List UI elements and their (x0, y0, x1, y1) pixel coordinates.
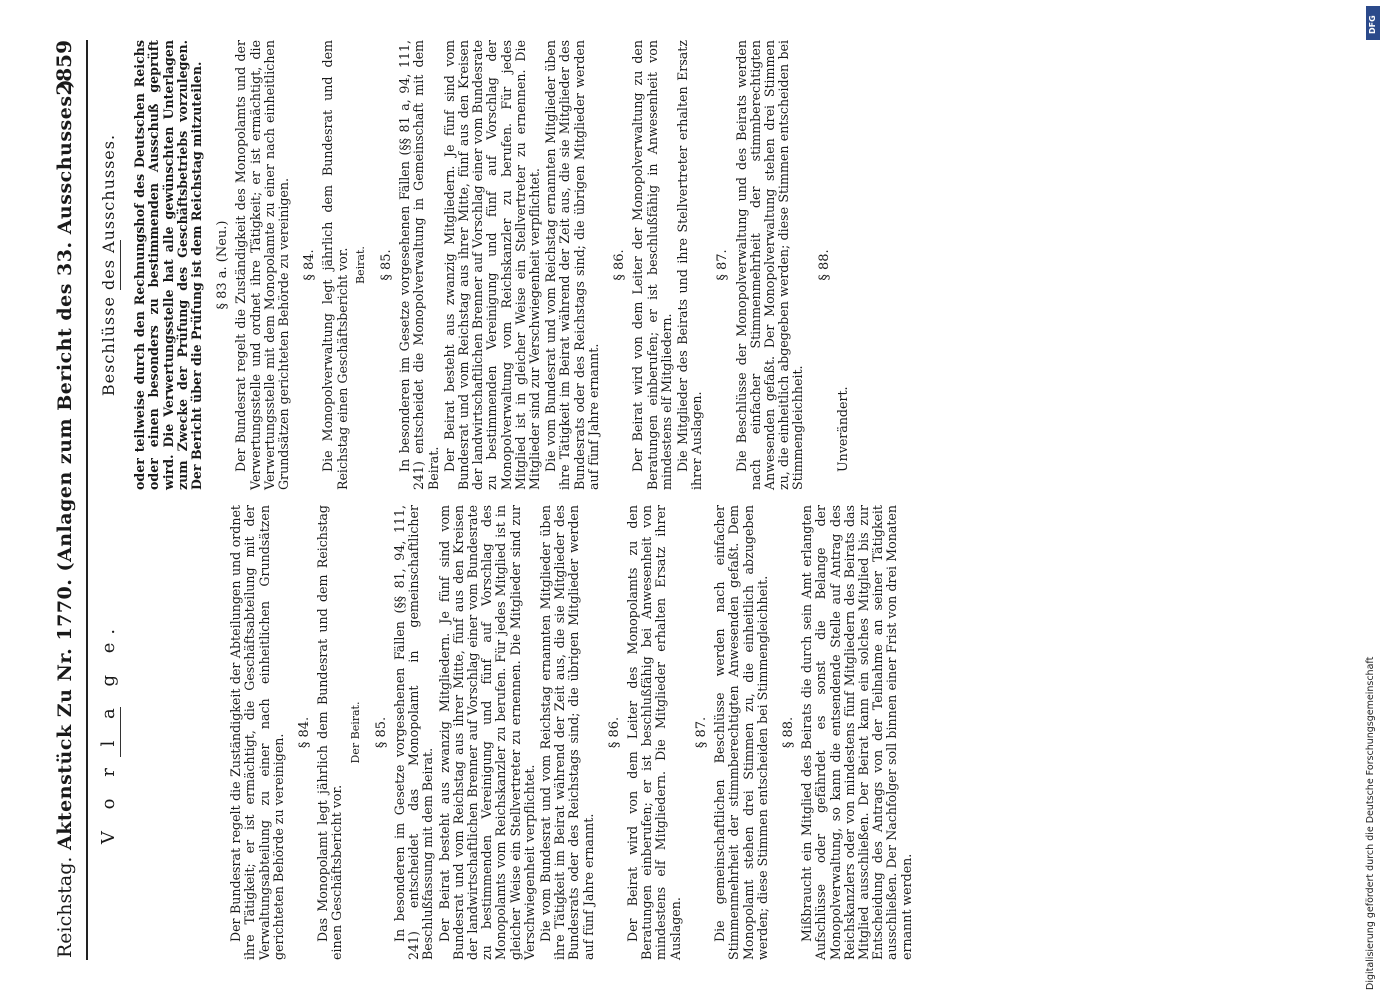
right-para-86a: Der Beirat wird von dem Leiter der Monopolverwaltung zu den Beratungen einberufen; er ist beschlußfähig in Anwesenheit von mindestens elf Mitgliedern. (630, 40, 674, 490)
right-section-88: § 88. (816, 249, 832, 281)
page-number: 2859 (52, 40, 76, 96)
right-para-continuation: oder teilweise durch den Rechnungshof des Deutschen Reichs oder einen besonders zu bestimmenden Ausschuß geprüft wird. Die Verwertungsstelle hat alle gewünschten Unterlagen zum Zwecke der Prüfung des Geschäftsbetriebs vorzulegen. Der Bericht über die Prüfung ist dem Reichstag mitzuteilen. (132, 40, 205, 490)
left-para-87: Die gemeinschaftlichen Beschlüsse werden nach einfacher Stimmenmehrheit der stimmberechtigten Anwesenden gefaßt. Dem Monopolamt stehen drei Stimmen zu, die einheitlich abzugeben werden; diese Stimmen entscheiden bei Stimmengleichheit. (712, 505, 770, 960)
left-column-vorlage (94, 505, 916, 960)
left-para-83: Der Bundesrat regelt die Zuständigkeit der Abteilungen und ordnet ihre Tätigkeit; er ist ermächtigt, die Geschäftsabteilung mit der Verwaltungsabteilung zu einer nach einheitlichen Grundsätzen gerichteten Behörde zu vereinigen. (228, 505, 286, 960)
right-para-83a: Der Bundesrat regelt die Zuständigkeit des Monopolamts und der Verwertungsstelle und ordnet ihre Tätigkeit; er ist ermächtigt, die Verwertungsstelle mit dem Monopolamte zu einer nach einheitlichen Grundsätzen gerichteten Behörde zu vereinigen. (233, 40, 292, 490)
digitization-note: Digitalisierung gefördert durch die Deutsche Forschungsgemeinschaft (1365, 656, 1376, 990)
digitization-sidebar (1363, 0, 1383, 1000)
title-divider (120, 708, 121, 758)
right-para-85c: Die vom Bundesrat und vom Reichstag ernannten Mitglieder üben ihre Tätigkeit im Beirat während der Zeit aus, die sie Mitglieder des Bundesrats oder des Reichstags sind; die übrigen Mitglieder werden auf fünf Jahre ernannt. (543, 40, 601, 490)
header-left: Reichstag. (54, 856, 76, 958)
header-rule (86, 40, 88, 960)
title-divider (120, 240, 121, 290)
right-para-86b: Die Mitglieder des Beirats und ihre Stellvertreter erhalten Ersatz ihrer Auslagen. (674, 40, 705, 490)
left-section-84: § 84. (297, 716, 313, 749)
right-para-87: Die Beschlüsse der Monopolverwaltung und des Beirats werden nach einfacher Stimmenmehrheit der stimmberechtigten Anwesenden gefaßt. Der Monopolverwaltung stehen drei Stimmen zu, die einheitlich abgegeben werden; diese Stimmen entscheiden bei Stimmengleichheit. (733, 40, 806, 490)
left-beirat-heading: Der Beirat. (348, 701, 362, 764)
right-section-83a: § 83 a. (Neu.) (215, 220, 231, 310)
right-para-85a: In besonderen im Gesetze vorgesehenen Fällen (§§ 81 a, 94, 111, 241) entscheidet die Monopolverwaltung in Gemeinschaft mit dem Beirat. (397, 40, 441, 490)
left-para-88: Mißbraucht ein Mitglied des Beirats die durch sein Amt erlangten Aufschlüsse oder gefährdet es sonst die Belange der Monopolverwaltung, so kann die entsendende Stelle auf Antrag des Reichskanzlers oder von mindestens fünf Mitgliedern des Beirats das Mitglied ausschließen. Der Beirat kann ein solches Mitglied bis zur Entscheidung des Antrags von der Teilnahme an seiner Tätigkeit ausschließen. Der Nachfolger soll binnen einer Frist von drei Monaten ernannt werden. (799, 505, 914, 960)
right-para-85b: Der Beirat besteht aus zwanzig Mitgliedern. Je fünf sind vom Bundesrat und vom Reichstag aus ihrer Mitte, fünf aus den Kreisen der landwirtschaftlichen Brenner auf Vorschlag einer vom Bundesrate zu bestimmenden Vereinigung und fünf auf Vorschlag der Monopolverwaltung vom Reichskanzler zu berufen. Für jedes Mitglied ist in gleicher Weise ein Stellvertreter zu ernennen. Die Mitglieder sind zur Verschwiegenheit verpflichtet. (441, 40, 543, 490)
left-para-85b: Der Beirat besteht aus zwanzig Mitgliedern. Je fünf sind vom Bundesrat und vom Reichstag aus ihrer Mitte, fünf aus den Kreisen der landwirtschaftlichen Brenner auf Vorschlag einer vom Bundesrate zu bestimmenden Vereinigung und fünf auf Vorschlag des Monopolamts vom Reichskanzler zu berufen. Für jedes Mitglied ist in gleicher Weise ein Stellvertreter zu ernennen. Die Mitglieder sind zur Verschwiegenheit verpflichtet. (436, 505, 537, 960)
rotated-document-page (50, 40, 1320, 960)
right-section-84: § 84. (302, 249, 318, 281)
dfg-logo-icon (1366, 6, 1380, 40)
left-para-85a: In besonderen im Gesetze vorgesehenen Fällen (§§ 81, 94, 111, 241) entscheidet das Monopolamt in gemeinschaftlicher Beschlußfassung mit dem Beirat. (392, 505, 436, 960)
right-beirat-heading: Beirat. (353, 246, 367, 284)
left-para-85c: Die vom Bundesrat und vom Reichstag ernannten Mitglieder üben ihre Tätigkeit im Beirat während der Zeit aus, die sie Mitglieder des Bundesrats oder des Reichstags sind; die übrigen Mitglieder werden auf fünf Jahre ernannt. (538, 505, 596, 960)
right-section-87: § 87. (715, 249, 731, 281)
header-title: Aktenstück Zu Nr. 1770. (Anlagen zum Bericht des 33. Ausschusses.) (54, 78, 76, 850)
right-section-86: § 86. (612, 249, 628, 281)
left-section-86: § 86. (606, 716, 622, 749)
left-column-title: V o r l a g e. (98, 620, 119, 845)
right-section-85: § 85. (379, 249, 395, 281)
left-section-87: § 87. (693, 716, 709, 749)
left-section-85: § 85. (373, 716, 389, 749)
right-para-88: Unverändert. (834, 386, 850, 472)
left-para-84: Das Monopolamt legt jährlich dem Bundesrat und dem Reichstag einen Geschäftsbericht vor. (315, 505, 345, 960)
right-para-84: Die Monopolverwaltung legt jährlich dem Bundesrat und dem Reichstag einen Geschäftsbericht vor. (320, 40, 350, 490)
left-para-86: Der Beirat wird von dem Leiter des Monopolamts zu den Beratungen einberufen; er ist beschlußfähig bei Anwesenheit von mindestens elf Mitgliedern. Die Mitglieder erhalten Ersatz ihrer Auslagen. (625, 505, 683, 960)
left-section-88: § 88. (780, 716, 796, 749)
right-column-title: Beschlüsse des Ausschusses. (99, 133, 118, 397)
dfg-logo-text: DFG (1368, 15, 1377, 34)
right-column-beschluesse (94, 40, 852, 490)
page-header (50, 40, 80, 960)
